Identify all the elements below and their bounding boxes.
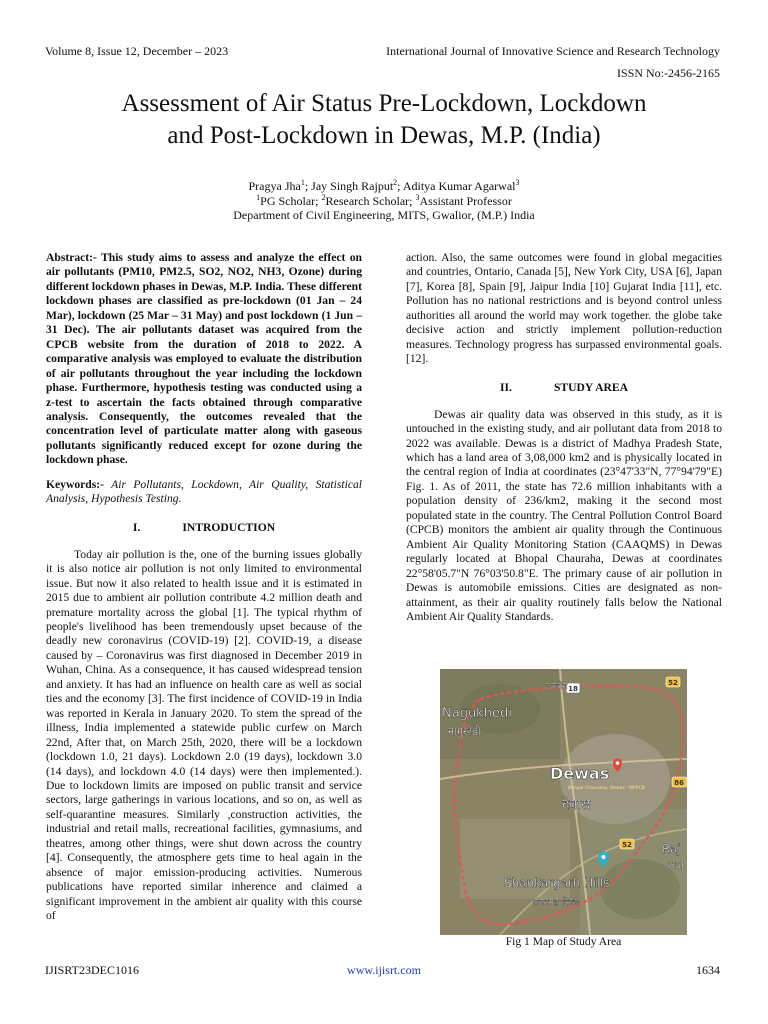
affil-2: Research Scholar; [325,194,416,208]
keywords [46,478,362,507]
route-52-shield: 52 [668,679,678,687]
author-1-mark: 1 [300,178,305,187]
author-list [0,179,768,194]
issn: ISSN No:-2456-2165 [616,66,720,80]
section-heading-introduction [46,521,362,534]
map-label-dewas: Dewas [550,764,610,783]
section-number: II. [500,380,512,394]
section-heading-study-area [406,381,722,394]
author-2-mark: 2 [393,178,398,187]
map-label-raj: Raj [662,842,681,856]
affil-2-mark: 2 [321,193,326,202]
map-label-nagukhedi: Nagukhedi [442,706,512,721]
keywords-label: Keywords:- [46,477,104,491]
route-18-shield: 18 [568,685,578,693]
title-line-2: and Post-Lockdown in Dewas, M.P. (India) [167,122,601,149]
route-52-shield-south: 52 [622,841,632,849]
route-86-shield: 86 [674,779,684,787]
affil-1: PG Scholar; [260,194,322,208]
study-area-map [440,669,687,935]
journal-website-link[interactable]: www.ijisrt.com [347,963,421,977]
author-2: ; Jay Singh Rajput [304,179,394,193]
department: Department of Civil Engineering, MITS, Gwalior, (M.P.) India [233,208,535,222]
volume-issue: Volume 8, Issue 12, December – 2023 [45,44,229,58]
affil-3-mark: 3 [415,193,420,202]
journal-name: International Journal of Innovative Science and Research Technology [386,44,720,58]
map-label-top-hindi: उज्जैन [546,682,568,692]
affil-3: Assistant Professor [419,194,512,208]
introduction-paragraph: Today air pollution is the, one of the burning issues globally it is also notice air pollution is not only limited to environmental issue. But now it also related to health issue and it is estimated in 2015 due to ambient air pollution contribute 4.2 million death and premature mortality across the global [1]. The typical rhythm of people's livelihood has been tremendously upset because of the deadly new coronavirus (COVID-19) [2]. COVID-19, a disease caused by – Coronavirus was first diagnosed in December 2019 in Wuhan, China. As a consequence, it has caused widespread tension and anxiety. It has had an influence on health care as well as social ties and the economy [3]. The first incidence of COVID-19 in India was reported in Kerala in January 2020. To stem the spread of the illness, India implemented a statewide public curfew on March 22nd, After that, on March 25th, 2020, there will be a lockdown (lockdown 1.0, 21 days). Lockdown 2.0 (19 days), lockdown 3.0 (14 days), and lockdown 4.0 (14 days) were then implemented.). Due to lockdown limits are imposed on public transit and service sectors, large gatherings in various locations, and so on, as well as self-quarantine measures. Similarly ,construction activities, the industrial and retail malls, recreational facilities, gymnasiums, and theatres, among other things, were shut down across the country [4]. Consequently, the atmosphere gets time to heal again in the absence of major emission-producing activities. Numerous publications have reported similar inherence and claimed a significant improvement in the ambient air quality with this course of [46,547,362,923]
affiliations [0,194,768,209]
study-area-paragraph: Dewas air quality data was observed in this study, as it is untouched in the existing study, and air pollutant data from 2018 to 2022 was available. Dewas is a district of Madhya Pradesh State, which has a land area of 3,08,000 km2 and is physically located in the central region of India at coordinates (23°47'33"N, 77°94'79"E) Fig. 1. As of 2011, the state has 72.6 million inhabitants with a population density of 236/km2, making it the second most populated state in the country. The Central Pollution Control Board (CPCB) monitors the ambient air quality through the Continuous Ambient Air Quality Monitoring Station (CAAQMS) in Dewas regularly located at Bhopal Chauraha, Dewas at coordinates 22°58'05.7"N 76°03'50.8"E. The primary cause of air pollution in Dewas is automobile emissions. Cities are designated as non-attainment, as their air quality routinely falls below the National Ambient Air Quality Standards. [406,407,722,623]
page-number: 1634 [696,963,720,977]
map-label-shankargarh: Shankargarh Hills [504,876,610,890]
introduction-continued: action. Also, the same outcomes were found in global megacities and countries, Ontario, Canada [5], New York City, USA [6], Japan [7], Korea [8], Spain [9], Jaipur India [10] Gujarat India [11], etc. Pollution has no national restrictions and is beyond control unless authorities all around the world may work together. the globe take decisive action and strictly implement pollution-reduction measures. Technology progress has surpassed environmental goals. [12]. [406,251,722,366]
figure-caption: Fig 1 Map of Study Area [505,935,622,948]
section-number: I. [132,520,141,534]
keywords-text: Air Pollutants, Lockdown, Air Quality, Statistical Analysis, Hypothesis Testing. [46,477,362,506]
right-column [406,251,722,624]
map-label-station: Bhopal Chauraha, Dewas - MPPCB [568,786,645,791]
author-3: ; Aditya Kumar Agarwal [397,179,516,193]
paper-id: IJISRT23DEC1016 [45,963,139,977]
title-line-1: Assessment of Air Status Pre-Lockdown, Lockdown [121,90,647,117]
section-title: INTRODUCTION [182,520,276,534]
author-3-mark: 3 [515,178,520,187]
section-title: STUDY AREA [553,380,628,394]
map-label-shankargarh-hindi: शंकरगढ़ हिल्स [532,898,580,908]
map-label-dewas-hindi: देवास [562,797,591,813]
abstract: Abstract:- This study aims to assess and analyze the effect on air pollutants (PM10, PM2.5, SO2, NO2, NH3, Ozone) during different lockdown phases in Dewas, M.P. India. These different lockdown phases are classified as pre-lockdown (01 Jan – 24 Mar), lockdown (25 Mar – 31 May) and post lockdown (1 Jun – 31 Dec). The air pollutants dataset was acquired from the CPCB website from the duration of 2018 to 2022. A comparative analysis was employed to evaluate the distribution of air pollutants throughout the year including the lockdown phase. Furthermore, hypothesis testing was conducted using a z-test to ascertain the facts obtained through comparative analysis. Consequently, the outcomes revealed that the concentration level of particulate matter along with gaseous pollutants significantly reduced except for ozone during the lockdown phase. [46,251,362,467]
map-label-nagukhedi-hindi: नागुखेडी [448,725,481,738]
map-label-raj-hindi: राज [668,859,684,872]
paper-title [30,88,738,152]
author-1: Pragya Jha [248,179,301,193]
left-column [46,251,362,923]
affil-1-mark: 1 [256,193,261,202]
